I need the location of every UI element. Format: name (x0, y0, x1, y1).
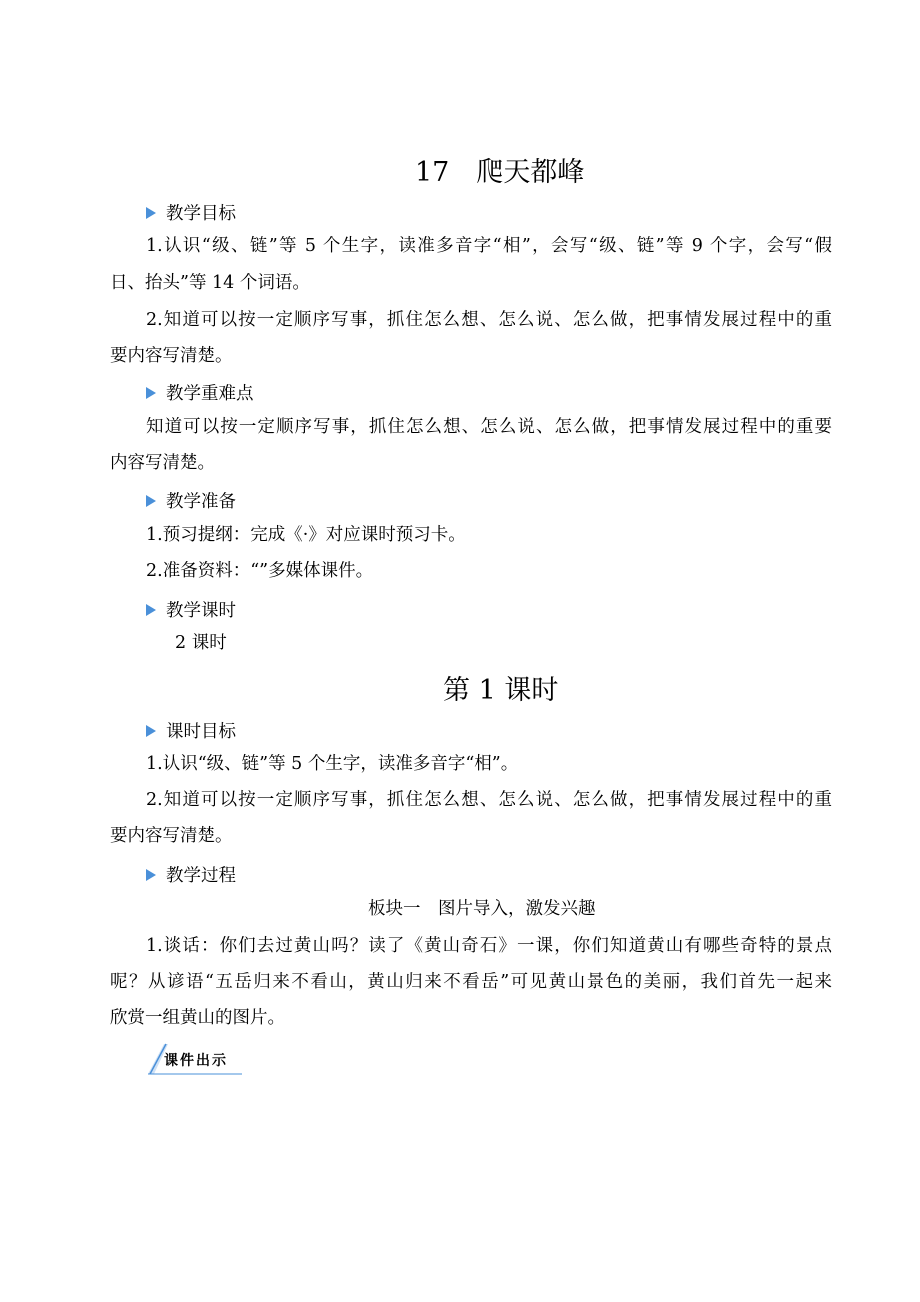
heading-label: 教学课时 (166, 601, 236, 621)
heading-label: 教学目标 (166, 204, 236, 224)
goal1-line2: 日、抬头”等 14 个词语。 (110, 273, 310, 293)
triangle-bullet-icon (146, 387, 156, 399)
goal2-line2: 要内容写清楚。 (110, 346, 233, 366)
lesson-title: 第 1 课时 (443, 675, 559, 706)
difficulty-line2: 内容写清楚。 (110, 453, 215, 473)
talk-line3: 欣赏一组黄山的图片。 (110, 1008, 285, 1028)
hours-value: 2 课时 (175, 633, 227, 653)
page-title: 17 爬天都峰 (415, 157, 585, 188)
triangle-bullet-icon (146, 495, 156, 507)
section-heading-process (146, 862, 236, 887)
triangle-bullet-icon (146, 869, 156, 881)
block-title: 板块一 图片导入，激发兴趣 (368, 899, 596, 919)
lesson-goal-1: 1.认识“级、链”等 5 个生字，读准多音字“相”。 (146, 754, 519, 774)
heading-label: 教学准备 (166, 492, 236, 512)
courseware-badge-label: 课件出示 (164, 1053, 228, 1069)
section-heading-hours (146, 597, 236, 622)
difficulty-line1: 知道可以按一定顺序写事，抓住怎么想、怎么说、怎么做，把事情发展过程中的重要 (146, 417, 832, 437)
prep-item-1: 1.预习提纲：完成《·》对应课时预习卡。 (146, 525, 466, 545)
prep-item-2: 2.准备资料：“”多媒体课件。 (146, 561, 374, 581)
heading-label: 教学重难点 (166, 384, 254, 404)
section-heading-goals (146, 200, 236, 225)
talk-line1: 1.谈话：你们去过黄山吗？读了《黄山奇石》一课，你们知道黄山有哪些奇特的景点 (146, 936, 832, 956)
heading-label: 教学过程 (166, 866, 236, 886)
lesson-goal2-line2: 要内容写清楚。 (110, 826, 233, 846)
section-heading-prep (146, 488, 236, 513)
triangle-bullet-icon (146, 207, 156, 219)
triangle-bullet-icon (146, 725, 156, 737)
heading-label: 课时目标 (166, 722, 236, 742)
courseware-badge (146, 1040, 246, 1076)
goal1-line1: 1.认识“级、链”等 5 个生字，读准多音字“相”，会写“级、链”等 9 个字，会写“假 (146, 236, 832, 256)
triangle-bullet-icon (146, 604, 156, 616)
goal2-line1: 2.知道可以按一定顺序写事，抓住怎么想、怎么说、怎么做，把事情发展过程中的重 (146, 310, 832, 330)
talk-line2: 呢？从谚语“五岳归来不看山，黄山归来不看岳”可见黄山景色的美丽，我们首先一起来 (110, 972, 832, 992)
lesson-goal2-line1: 2.知道可以按一定顺序写事，抓住怎么想、怎么说、怎么做，把事情发展过程中的重 (146, 790, 832, 810)
section-heading-difficulty (146, 380, 254, 405)
section-heading-lesson-goals (146, 718, 236, 743)
